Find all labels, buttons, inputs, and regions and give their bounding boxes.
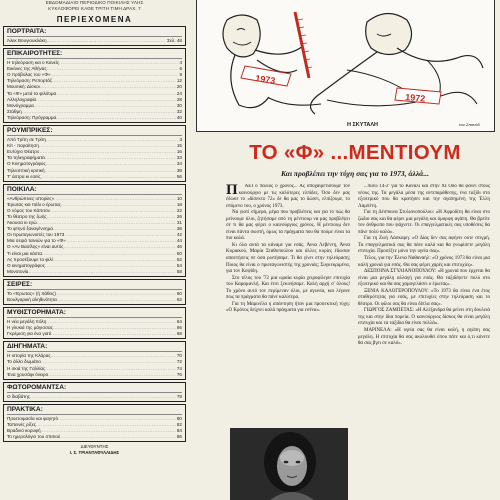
article-paragraph: Στο τέλος του '72 μια ωραία κυρία χειροφίλησε επιτυχία του Καραμανλή. Και έτσι ξεκινήσαμε. Καλή αρχή σ' όλους! Το χρόνο αυτό τον περίμεναν όλοι, με αγωνία, και λέγανε πως τα πράγματα θα πάνε καλύτερα. — [226, 275, 350, 301]
article-column-1 — [226, 184, 350, 425]
toc-entry-title: Προετοιμασία και φαγητό — [7, 415, 58, 421]
toc-leader-dots — [60, 434, 175, 440]
toc-entry-title: Αλληλογραφία — [7, 96, 37, 102]
masthead-line-2: ΚΥΚΛΟΦΟΡΕΙ ΚΑΘΕ ΤΡΙΤΗ ΤΙΜΗ ΔΡΑΧ. 7 — [48, 6, 141, 11]
toc-entry-page: 33 — [176, 155, 182, 161]
toc-entry — [7, 394, 182, 400]
article-paragraph: ΞΕΝΙΑ ΚΑΛΟΓΕΡΟΠΟΥΛΟΥ: «Το 1973 θα είναι ένα έτος σταθερότητας για εσάς, με επιτυχίες στην τηλεόραση και το θέατρο. Οι φίλοι σας θα είναι δίπλα σας». — [358, 288, 490, 307]
column-1-body — [226, 184, 350, 315]
credits — [3, 444, 186, 456]
toc-leader-dots — [30, 394, 176, 400]
toc-section — [3, 307, 186, 339]
toc-entry-page: 16 — [176, 149, 182, 155]
toc-entry-page: 22 — [176, 207, 182, 213]
toc-entry-title: Άκουσα κι εγώ — [7, 220, 37, 226]
cartoon-year-new: 1972 — [404, 92, 426, 104]
toc-entry-title: Η γλυκιά της μάγισσας — [7, 325, 53, 331]
article-subheadline: Και προβλέπει την τύχη σας για το 1973, άλλά... — [281, 169, 429, 178]
toc-leader-dots — [28, 269, 175, 275]
toc-entry-page: 82 — [176, 421, 182, 427]
toc-entry-title: «Ανθρώπινες ιστορίες» — [7, 195, 55, 201]
toc-entry-title: Το φτηνό ξαναγέννημα — [7, 226, 53, 232]
toc-entry-page: 28 — [176, 96, 182, 102]
credits-line-2: Ι. Σ. ΤΡΙΑΝΤΑΦΥΛΛΙΔΗΣ — [69, 450, 120, 456]
toc-section — [3, 184, 186, 277]
toc-entry-title: Από Τρίτη σε Τρίτη — [7, 137, 46, 143]
toc-entry-page: 64 — [176, 319, 182, 325]
cartoon-year-old: 1973 — [254, 73, 276, 86]
toc-entry — [7, 434, 182, 440]
toc-entry-title: Τι είναι μια κάστα — [7, 250, 42, 256]
toc-entry-title: Ταπεινές ρίζες — [7, 421, 36, 427]
toc-entry-title: Ευτύχιο Θέατρο — [7, 149, 40, 155]
toc-entry-title: Η ιστορία της Κλάρας — [7, 353, 51, 359]
toc-entry-page: 70 — [176, 353, 182, 359]
toc-entry-page: 80 — [176, 415, 182, 421]
toc-entry-page: 72 — [176, 359, 182, 365]
main-article-area — [190, 0, 498, 500]
cartoon-caption: Η ΣΚΥΤΑΛΗ — [347, 122, 379, 128]
toc-section-heading: ΦΩΤΟΡΟΜΑΝΤΣΑ: — [7, 383, 182, 393]
toc-entry-title: Βουλγαρική αληθινότητα — [7, 297, 57, 302]
toc-entry-page: 36 — [176, 226, 182, 232]
toc-entry — [7, 174, 182, 180]
toc-entry-page: 15 — [176, 143, 182, 149]
toc-entry-page: 38 — [176, 167, 182, 173]
portrait-photo — [230, 428, 348, 500]
toc-entry-title: Το ημερολόγιο του σπιτιού — [7, 434, 61, 440]
article-paragraph: ΓΙΩΡΓΟΣ ΖΑΜΠΕΤΑΣ: «Η Αλέξανδρα θα μείνει στη δουλειά της και στην ίδια πορεία. Ο καινούργιος δίσκος θα είναι μεγάλη επιτυχία και τα ταξίδια θα είναι πολλά». — [358, 308, 490, 327]
toc-entry-page: 56 — [176, 173, 182, 179]
article-paragraph: Για τη Δέσποινα Στυλιανοπούλου: «Η Αφροδίτη θα είναι στο ζώδιο σας και θα φέρει μια μεγάλη και όμορφη αγάπη. Θα βρείτε τον άνθρωπο που ψάχνετε. Οι επαγγελματικές σας υποθέσεις θα πάνε πολύ καλά». — [358, 210, 490, 235]
article-column-2 — [358, 184, 490, 500]
toc-entry — [7, 372, 182, 378]
toc-section — [3, 341, 186, 379]
toc-entry-page: 78 — [176, 393, 182, 399]
toc-entry-page: 68 — [176, 331, 182, 337]
toc-entry-title: Το θέατρο της ζωής — [7, 213, 47, 219]
article-paragraph: ΑΕΙ ο παλιός ο χρόνος... Ας αποχαιρετίσουμε τον καινούργιο με τις καλύτερες ελπίδες. Όσο δεν μας έδωσε το «δίσεκτο 72» δε θα μας το δώσει, ελπίζουμε, το επόμενο του, ο χρόνος 1973. — [226, 184, 350, 209]
toc-entry-page: 32 — [176, 108, 182, 114]
toc-leader-dots — [48, 372, 176, 378]
toc-entry-title: Βραδινό κορυφή — [7, 428, 41, 434]
toc-section — [3, 382, 186, 402]
toc-entry-page: 54 — [176, 262, 182, 268]
toc-entry — [7, 331, 182, 337]
toc-entry-page: 52 — [176, 256, 182, 262]
toc-leader-dots — [51, 331, 176, 337]
toc-entry-page: 31 — [176, 220, 182, 226]
toc-section — [3, 279, 186, 305]
toc-entry-title: Ο κινηματογράφος — [7, 262, 45, 268]
cartoon-illustration — [196, 0, 495, 132]
toc-entry-page: 42 — [176, 232, 182, 238]
toc-entry-page: 86 — [176, 434, 182, 440]
toc-section-heading: ΣΕΙΡΕΣ: — [7, 280, 182, 290]
toc-section — [3, 26, 186, 46]
toc-entry-page: 60 — [176, 290, 182, 296]
toc-entry-page: 12 — [176, 78, 182, 84]
toc-entry-title: Ένα χρυσάφι όνειρο — [7, 371, 49, 377]
toc-section-heading: ΜΥΘΙΣΤΟΡΗΜΑΤΑ: — [7, 308, 182, 318]
toc-entry-title: Ο νόμος του Κάπιτον — [7, 207, 50, 213]
toc-section-heading: ΠΟΙΚΙΛΑ: — [7, 185, 182, 195]
toc-entry — [7, 38, 182, 44]
toc-entry-page: 4 — [179, 60, 182, 66]
toc-entry-title: Έρωτας και πάλι ο έρωτας — [7, 201, 61, 207]
toc-entry-title: Μονόγραμμα — [7, 102, 34, 108]
toc-entry-page: 8 — [179, 72, 182, 78]
toc-entry-title: Η τηλεόραση και ο Κανείς — [7, 60, 60, 66]
toc-entry-page: 44 — [176, 238, 182, 244]
toc-entry — [7, 297, 182, 303]
toc-section-heading: ΡΟΥΜΠΡΙΚΕΣ: — [7, 126, 182, 136]
toc-entry-title: Μονοτονία — [7, 268, 29, 274]
toc-entry-title: Τα τηλεγραφήματα — [7, 155, 45, 161]
toc-entry-title: Τηλεόραση: Ρεπορτάζ — [7, 78, 52, 84]
credits-line-1: ΔΙΕΥΘΥΝΤΗΣ — [80, 444, 109, 450]
toc-entry-page: 34 — [176, 161, 182, 167]
toc-entry-page: 58 — [176, 268, 182, 274]
toc-title: ΠΕΡΙΕΧΟΜΕΝΑ — [56, 15, 133, 24]
toc-entry-page: 26 — [176, 213, 182, 219]
portrait-image — [230, 428, 348, 500]
toc-entry-title: Μια σειρά ταινιών για το «Φ» — [7, 238, 66, 244]
toc-section-heading: ΠΡΑΚΤΙΚΑ: — [7, 405, 182, 415]
column-2-body — [358, 184, 490, 348]
toc-entry-page: 76 — [176, 371, 182, 377]
article-paragraph: Να γιατί σήμερα, μέρα που προβλέπεις και για το πώς θα μείνουμε όλοι, ζητήσαμε από τη μέντιουμ να μας προβλέψει σε τι θα μας φέρει ο καινούργιος χρόνος. Η μέντιουμ δεν είναι πάντα σωστή, όμως τα πράγματα που θα πούμε είναι τα πιο καλά. — [226, 210, 350, 242]
toc-entry-title: Το άλλο δωμάτιο — [7, 359, 41, 365]
toc-section-heading: ΠΟΡΤΡΑΙΤΑ: — [7, 27, 182, 37]
toc-section — [3, 404, 186, 442]
toc-entry-page: 3 — [179, 137, 182, 143]
toc-entry-title: Τα «Φ» μετά τα φιλότιμα — [7, 90, 57, 96]
toc-entry-page: Σελ. 48 — [167, 38, 182, 43]
toc-entry-title: Τηλεόραση: Πρόγραμμα — [7, 114, 57, 120]
toc-entry-title: Τηλεοπτική κριτική — [7, 167, 45, 173]
article-headline: ΤΟ «Φ» ...ΜΕΝΤΙΟΥΜ — [249, 141, 461, 164]
toc-leader-dots — [41, 174, 176, 180]
masthead-line-1: ΕΒΔΟΜΑΔΙΑΙΟ ΠΕΡΙΟΔΙΚΟ ΠΟΙΚΙΛΗΣ ΥΛΗΣ — [45, 0, 144, 5]
article-paragraph: Κι όλα αυτά τα κάναμε για εσάς. Άννα Λεβέντη, Άννα Κυριακού, Μαρία Σταθοπούλου και άλλες κυρίες έδωσαν απαντήσεις σε όσα ρωτήσαμε. Τι θα γίνει στην τηλεόραση; Ποιος θα είναι ο πρωταγωνιστής της χρονιάς; Συγκεκριμένα, για τον Κοψίδη. — [226, 242, 350, 275]
article-paragraph: ...πίσω 14-2' για το Κανάλι και στην ΧΙ Οδό θα φανεί στους νέους της. Τα μεγάλα μέσα της αντιπαράθεσης, ένα ταξίδι στο εξωτερικό που θα κρατήσει και την αγαπημένη της Έλλη Λαμπέτη. — [358, 184, 490, 209]
toc-entry-title: Ας προσέξουμε το φιλί — [7, 256, 53, 262]
toc-entry-page: 74 — [176, 365, 182, 371]
toc-entry-title: Τ' άστρα κι εσείς — [7, 173, 41, 179]
toc-entry-page: 24 — [176, 90, 182, 96]
toc-entry-page: 40 — [176, 114, 182, 120]
toc-section-heading: ΔΙΗΓΗΜΑΤΑ: — [7, 342, 182, 352]
drop-cap: Π — [226, 184, 238, 198]
toc-entry-page: 84 — [176, 428, 182, 434]
toc-entry-title: Μουσική: Δίσκοι — [7, 84, 40, 90]
toc-entry-title: Το «Έρωτας» (ή πάθος) — [7, 290, 56, 296]
toc-section-heading: ΕΠΙΚΑΙΡΟΤΗΤΕΣ: — [7, 49, 182, 59]
table-of-contents — [3, 0, 186, 500]
toc-section — [3, 125, 186, 182]
toc-entry-title: Στάθμη — [7, 108, 22, 114]
toc-entry-title: Ο διαβάτης — [7, 393, 30, 399]
toc-entry-title: Ο «Αν Βασίλης» είναι αυτός — [7, 244, 64, 250]
toc-sections — [3, 26, 186, 442]
toc-entry — [7, 269, 182, 275]
toc-entry-title: Η νέα μεγάλη πόλη — [7, 319, 47, 325]
toc-entry-page: 46 — [176, 244, 182, 250]
toc-leader-dots — [57, 297, 176, 303]
toc-entry-page: 10 — [176, 195, 182, 201]
toc-entry-title: Οι πρωταγωνιστές του 1973 — [7, 232, 65, 238]
toc-leader-dots — [47, 38, 167, 44]
toc-section — [3, 48, 186, 123]
article-paragraph: ΜΑΡΙΝΕΛΑ: «Η υγεία σας θα είναι καλή, η αγάπη σας μεγάλη. Η επιτυχία θα σας ακολουθεί όπου πάτε και ό,τι κάνετε θα σας βγει σε καλό». — [358, 328, 490, 347]
toc-entry-page: 62 — [176, 297, 182, 302]
article-paragraph: ΔΕΣΠΟΙΝΑ ΣΤΥΛΙΑΝΟΠΟΥΛΟΥ: «Η χρονιά που έρχεται θα είναι μια μεγάλη αλλαγή για εσάς. Θα ταξιδέψετε πολύ στο εξωτερικό και θα σας χαμογελάσει ο έρωτας». — [358, 269, 490, 288]
toc-entry-page: 66 — [176, 325, 182, 331]
toc-entry — [7, 115, 182, 121]
toc-entry-title: Άλεκ Βουγιουκλάκη — [7, 38, 47, 43]
toc-entry-title: Γκρέμιση για ένα γιατί — [7, 331, 52, 337]
toc-leader-dots — [56, 115, 176, 121]
toc-entry-title: Ο Κινηματογράφος — [7, 161, 46, 167]
toc-entry-page: 30 — [176, 102, 182, 108]
toc-entry-page: 6 — [179, 66, 182, 72]
toc-entry-page: 20 — [176, 84, 182, 90]
toc-entry-title: Κίτ - παραίτηση — [7, 143, 39, 149]
cartoon-credit: του Σπανόδ — [459, 122, 480, 127]
toc-entry-page: 50 — [176, 250, 182, 256]
article-paragraph: Για τη Μαρινέλα η απάντηση ήταν μια προσεκτική τύχη: «Ο Κρόνος δείχνει καλά πράγματα για εσένα». — [226, 301, 350, 314]
toc-entry-title: Η σκιά της Γαλλίας — [7, 365, 46, 371]
toc-entry-title: Ο πρόβολας του «Φ» — [7, 72, 51, 78]
toc-entry-page: 18 — [176, 201, 182, 207]
article-paragraph: Τέλος, για την Έλενα Ναθαναήλ: «Ο χρόνος 1973 θα είναι μια καλή χρονιά για εσάς. Θα σας φέρει χαρές και επιτυχίες». — [358, 256, 490, 268]
cartoon-drawing — [197, 0, 494, 131]
toc-entry-title: Εικόνες της Αθήνας — [7, 66, 47, 72]
article-paragraph: Για τη Ζωή Λάσκαρη: «Ο Δίας δεν σας αφήνει ούτε στιγμή. Τα επαγγελματικά σας θα πάνε καλά και θα γνωρίσετε μεγάλη επιτυχία. Προσέξτε μόνο την υγεία σας». — [358, 236, 490, 255]
